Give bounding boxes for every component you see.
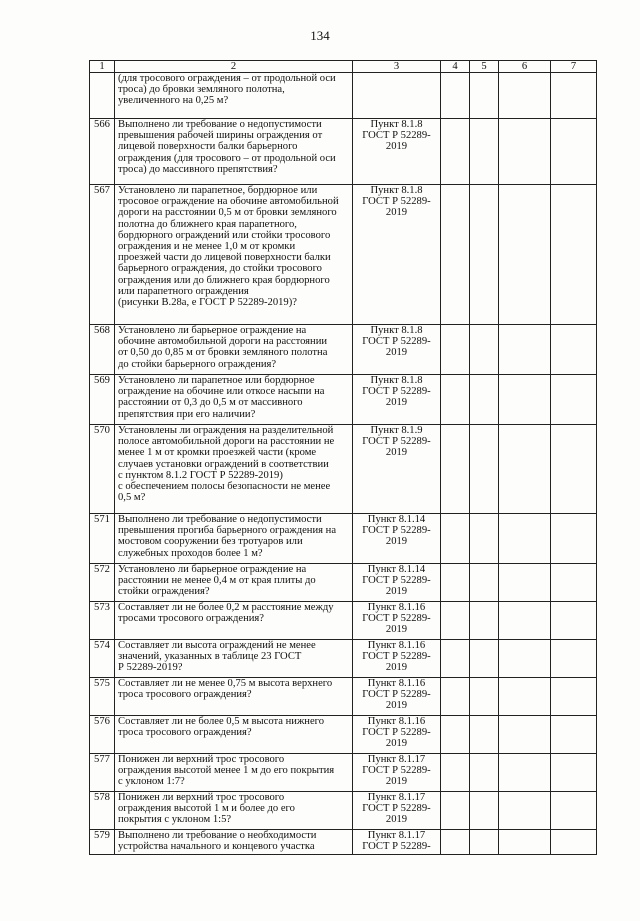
table-row: [90, 325, 597, 375]
table-row: [90, 716, 597, 754]
page-number: 134: [310, 28, 330, 43]
table-row: [90, 514, 597, 564]
checklist-table: [89, 60, 597, 855]
answer-cell-4[interactable]: [441, 425, 470, 514]
answer-cell-6[interactable]: [499, 716, 551, 754]
row-number: 573: [90, 602, 115, 640]
row-reference: Пункт 8.1.8 ГОСТ Р 52289- 2019: [353, 325, 441, 375]
row-reference: Пункт 8.1.16 ГОСТ Р 52289- 2019: [353, 640, 441, 678]
row-reference: Пункт 8.1.16 ГОСТ Р 52289- 2019: [353, 602, 441, 640]
answer-cell-6[interactable]: [499, 325, 551, 375]
answer-cell-5[interactable]: [470, 564, 499, 602]
answer-cell-6[interactable]: [499, 185, 551, 325]
answer-cell-6[interactable]: [499, 602, 551, 640]
row-question: Составляет ли не более 0,5 м высота нижнего троса тросового ограждения?: [115, 716, 353, 754]
row-question: (для тросового ограждения – от продольной оси троса) до бровки земляного полотна, увеличенного на 0,25 м?: [115, 73, 353, 119]
row-reference: [353, 73, 441, 119]
answer-cell-5[interactable]: [470, 716, 499, 754]
answer-cell-4[interactable]: [441, 754, 470, 792]
answer-cell-5[interactable]: [470, 73, 499, 119]
row-question: Установлено ли парапетное или бордюрное ограждение на обочине или откосе насыпи на расстоянии от 0,3 до 0,5 м от массивного препятствия при его наличии?: [115, 375, 353, 425]
row-number: 568: [90, 325, 115, 375]
answer-cell-4[interactable]: [441, 119, 470, 185]
row-question: Составляет ли высота ограждений не менее значений, указанных в таблице 23 ГОСТ Р 52289-2019?: [115, 640, 353, 678]
answer-cell-5[interactable]: [470, 792, 499, 830]
table-row: [90, 119, 597, 185]
row-question: Выполнено ли требование о недопустимости превышения рабочей ширины ограждения от лицевой поверхности балки барьерного ограждения (для тросового – от продольной оси троса) до массивного препятствия?: [115, 119, 353, 185]
row-reference: Пункт 8.1.17 ГОСТ Р 52289-: [353, 830, 441, 855]
answer-cell-5[interactable]: [470, 119, 499, 185]
row-number: 572: [90, 564, 115, 602]
answer-cell-6[interactable]: [499, 678, 551, 716]
answer-cell-4[interactable]: [441, 716, 470, 754]
answer-cell-4[interactable]: [441, 640, 470, 678]
answer-cell-7[interactable]: [551, 602, 597, 640]
header-row: [90, 61, 597, 73]
row-number: 574: [90, 640, 115, 678]
answer-cell-5[interactable]: [470, 830, 499, 855]
answer-cell-5[interactable]: [470, 425, 499, 514]
answer-cell-7[interactable]: [551, 425, 597, 514]
row-reference: Пункт 8.1.17 ГОСТ Р 52289- 2019: [353, 754, 441, 792]
column-header-6: 6: [499, 61, 551, 73]
answer-cell-5[interactable]: [470, 185, 499, 325]
answer-cell-4[interactable]: [441, 792, 470, 830]
table-row: [90, 425, 597, 514]
answer-cell-5[interactable]: [470, 602, 499, 640]
column-header-3: 3: [353, 61, 441, 73]
answer-cell-5[interactable]: [470, 325, 499, 375]
row-question: Понижен ли верхний трос тросового ограждения высотой менее 1 м до его покрытия с уклоном 1:7?: [115, 754, 353, 792]
answer-cell-6[interactable]: [499, 119, 551, 185]
answer-cell-6[interactable]: [499, 830, 551, 855]
table-row: [90, 602, 597, 640]
row-number: 577: [90, 754, 115, 792]
column-header-7: 7: [551, 61, 597, 73]
row-number: 570: [90, 425, 115, 514]
table-row: [90, 678, 597, 716]
row-reference: Пункт 8.1.14 ГОСТ Р 52289- 2019: [353, 564, 441, 602]
answer-cell-7[interactable]: [551, 73, 597, 119]
answer-cell-4[interactable]: [441, 375, 470, 425]
row-reference: Пункт 8.1.9 ГОСТ Р 52289- 2019: [353, 425, 441, 514]
answer-cell-7[interactable]: [551, 792, 597, 830]
answer-cell-5[interactable]: [470, 375, 499, 425]
answer-cell-6[interactable]: [499, 375, 551, 425]
table-row: [90, 640, 597, 678]
answer-cell-5[interactable]: [470, 754, 499, 792]
table-row: [90, 564, 597, 602]
answer-cell-7[interactable]: [551, 325, 597, 375]
column-header-5: 5: [470, 61, 499, 73]
row-question: Установлено ли барьерное ограждение на обочине автомобильной дороги на расстоянии от 0,50 до 0,85 м от бровки земляного полотна до стойки барьерного ограждения?: [115, 325, 353, 375]
row-question: Понижен ли верхний трос тросового ограждения высотой 1 м и более до его покрытия с уклоном 1:5?: [115, 792, 353, 830]
row-reference: Пункт 8.1.8 ГОСТ Р 52289- 2019: [353, 375, 441, 425]
answer-cell-6[interactable]: [499, 564, 551, 602]
answer-cell-7[interactable]: [551, 716, 597, 754]
answer-cell-4[interactable]: [441, 73, 470, 119]
row-reference: Пункт 8.1.8 ГОСТ Р 52289- 2019: [353, 119, 441, 185]
answer-cell-7[interactable]: [551, 830, 597, 855]
answer-cell-4[interactable]: [441, 514, 470, 564]
answer-cell-7[interactable]: [551, 678, 597, 716]
answer-cell-6[interactable]: [499, 754, 551, 792]
answer-cell-6[interactable]: [499, 640, 551, 678]
answer-cell-4[interactable]: [441, 602, 470, 640]
row-number: 578: [90, 792, 115, 830]
answer-cell-5[interactable]: [470, 640, 499, 678]
column-header-2: 2: [115, 61, 353, 73]
answer-cell-7[interactable]: [551, 185, 597, 325]
answer-cell-6[interactable]: [499, 73, 551, 119]
answer-cell-7[interactable]: [551, 640, 597, 678]
answer-cell-4[interactable]: [441, 564, 470, 602]
row-question: Установлено ли парапетное, бордюрное или тросовое ограждение на обочине автомобильной дороги на расстоянии 0,5 м от бровки земляного полотна до ближнего края парапетного, бордюрного ограждений или стойки тросового ограждения и не менее 1,0 м от кромки проезжей части до лицевой поверхности балки барьерного ограждения, до стойки тросового ограждения или до ближнего края бордюрного или парапетного ограждения (рисунки В.28а, е ГОСТ Р 52289-2019)?: [115, 185, 353, 325]
table-row: [90, 754, 597, 792]
answer-cell-4[interactable]: [441, 185, 470, 325]
row-number: [90, 73, 115, 119]
row-number: 576: [90, 716, 115, 754]
answer-cell-7[interactable]: [551, 754, 597, 792]
row-question: Составляет ли не менее 0,75 м высота верхнего троса тросового ограждения?: [115, 678, 353, 716]
row-reference: Пункт 8.1.17 ГОСТ Р 52289- 2019: [353, 792, 441, 830]
answer-cell-6[interactable]: [499, 792, 551, 830]
table-row: [90, 73, 597, 119]
answer-cell-7[interactable]: [551, 564, 597, 602]
row-question: Установлены ли ограждения на разделительной полосе автомобильной дороги на расстоянии не менее 1 м от кромки проезжей части (кроме случаев установки ограждений в соответствии с пунктом 8.1.2 ГОСТ Р 52289-2019) с обеспечением полосы безопасности не менее 0,5 м?: [115, 425, 353, 514]
answer-cell-7[interactable]: [551, 375, 597, 425]
row-number: 566: [90, 119, 115, 185]
row-number: 579: [90, 830, 115, 855]
column-header-4: 4: [441, 61, 470, 73]
row-question: Выполнено ли требование о необходимости устройства начального и концевого участка: [115, 830, 353, 855]
table-row: [90, 830, 597, 855]
answer-cell-7[interactable]: [551, 119, 597, 185]
row-question: Выполнено ли требование о недопустимости превышения прогиба барьерного ограждения на мостовом сооружении без тротуаров или служебных проходов более 1 м?: [115, 514, 353, 564]
table-row: [90, 185, 597, 325]
row-number: 567: [90, 185, 115, 325]
answer-cell-5[interactable]: [470, 514, 499, 564]
row-question: Составляет ли не более 0,2 м расстояние между тросами тросового ограждения?: [115, 602, 353, 640]
answer-cell-7[interactable]: [551, 514, 597, 564]
row-reference: Пункт 8.1.8 ГОСТ Р 52289- 2019: [353, 185, 441, 325]
row-number: 575: [90, 678, 115, 716]
row-number: 571: [90, 514, 115, 564]
row-question: Установлено ли барьерное ограждение на расстоянии не менее 0,4 м от края плиты до стойки ограждения?: [115, 564, 353, 602]
row-reference: Пункт 8.1.16 ГОСТ Р 52289- 2019: [353, 678, 441, 716]
answer-cell-6[interactable]: [499, 514, 551, 564]
answer-cell-4[interactable]: [441, 325, 470, 375]
answer-cell-6[interactable]: [499, 425, 551, 514]
answer-cell-5[interactable]: [470, 678, 499, 716]
column-header-1: 1: [90, 61, 115, 73]
answer-cell-4[interactable]: [441, 678, 470, 716]
table-row: [90, 375, 597, 425]
row-number: 569: [90, 375, 115, 425]
table-row: [90, 792, 597, 830]
row-reference: Пункт 8.1.14 ГОСТ Р 52289- 2019: [353, 514, 441, 564]
answer-cell-4[interactable]: [441, 830, 470, 855]
row-reference: Пункт 8.1.16 ГОСТ Р 52289- 2019: [353, 716, 441, 754]
